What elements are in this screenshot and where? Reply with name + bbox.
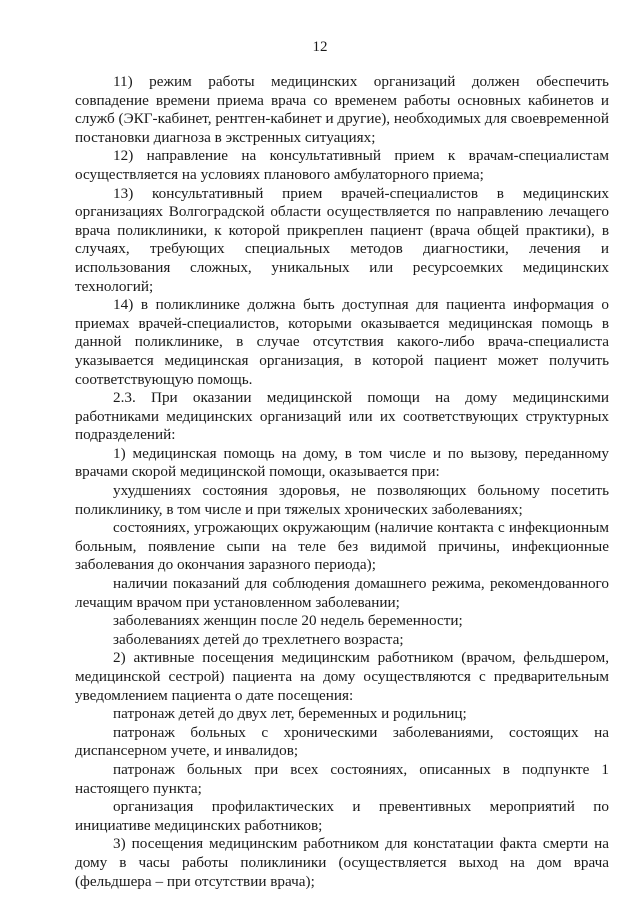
- paragraph-item-14: 14) в поликлинике должна быть доступная для пациента информация о приемах врачей-специалистов, которыми оказывается медицинская помощь в данной поликлинике, в случае отсутствия какого-либо врача-специалиста указывается медицинская организация, в которой пациент может получить соответствующую помощь.: [75, 296, 609, 388]
- paragraph-item-13: 13) консультативный прием врачей-специалистов в медицинских организациях Волгоградской области осуществляется по направлению лечащего врача поликлиники, к которой прикреплен пациент (врача общей практики), в случаях, требующих специальных методов диагностики, лечения и использования сложных, уникальных или ресурсоемких медицинских технологий;: [75, 184, 609, 295]
- paragraph-subitem-3: 3) посещения медицинским работником для констатации факта смерти на дому в часы работы поликлиники (осуществляется выход на дом врача (фельдшера – при отсутствии врача);: [75, 835, 609, 890]
- paragraph-item-11: 11) режим работы медицинских организаций должен обеспечить совпадение времени приема врача со временем работы основных кабинетов и служб (ЭКГ-кабинет, рентген-кабинет и другие), необходимых для своевременной постановки диагноза в экстренных ситуациях;: [75, 73, 609, 146]
- paragraph-subitem-1: 1) медицинская помощь на дому, в том числе и по вызову, переданному врачами скорой медицинской помощи, оказывается при:: [75, 444, 609, 481]
- paragraph-patronage-chronic: патронаж больных с хроническими заболеваниями, состоящих на диспансерном учете, и инвалидов;: [75, 723, 609, 760]
- paragraph-condition-worsening: ухудшениях состояния здоровья, не позволяющих больному посетить поликлинику, в том числе и при тяжелых хронических заболеваниях;: [75, 482, 609, 518]
- paragraph-condition-children: заболеваниях детей до трехлетнего возраста;: [113, 630, 404, 648]
- paragraph-subitem-2: 2) активные посещения медицинским работником (врачом, фельдшером, медицинской сестрой) пациента на дому осуществляются с предварительным уведомлением пациента о дате посещения:: [75, 649, 609, 704]
- paragraph-prevention: организация профилактических и превентивных мероприятий по инициативе медицинских работников;: [75, 798, 609, 834]
- paragraph-condition-home-regime: наличии показаний для соблюдения домашнего режима, рекомендованного лечащим врачом при установленном заболевании;: [75, 575, 609, 611]
- paragraph-patronage-children: патронаж детей до двух лет, беременных и родильниц;: [113, 705, 467, 723]
- paragraph-condition-threatening: состояниях, угрожающих окружающим (наличие контакта с инфекционным больным, появление сыпи на теле без видимой причины, инфекционные заболевания до окончания заразного периода);: [75, 519, 609, 574]
- page-number: 12: [312, 39, 328, 55]
- paragraph-condition-pregnancy: заболеваниях женщин после 20 недель беременности;: [113, 612, 463, 630]
- paragraph-patronage-all: патронаж больных при всех состояниях, описанных в подпункте 1 настоящего пункта;: [75, 760, 609, 797]
- document-body: [75, 73, 609, 891]
- paragraph-item-12: 12) направление на консультативный прием к врачам-специалистам осуществляется на условиях планового амбулаторного приема;: [75, 147, 609, 183]
- paragraph-section-2-3: 2.3. При оказании медицинской помощи на дому медицинскими работниками медицинских организаций или их соответствующих структурных подразделений:: [75, 389, 609, 444]
